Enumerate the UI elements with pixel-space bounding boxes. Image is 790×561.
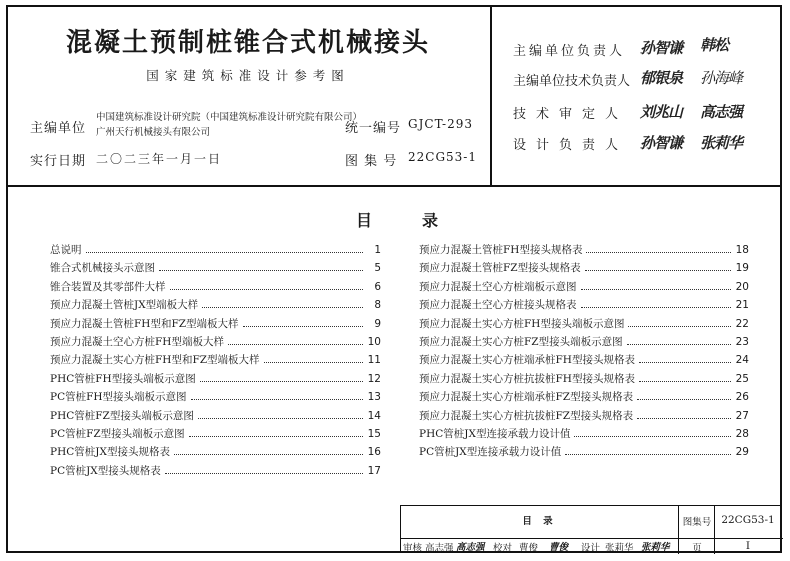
toc-entry[interactable]: 预应力混凝土实心方桩抗拔桩FH型接头规格表 25 [419,372,749,385]
toc-entry[interactable]: PHC管桩FZ型接头端板示意图 14 [50,409,381,422]
toc-entry[interactable]: 预应力混凝土实心方桩FH型和FZ型端板大样 11 [50,354,381,367]
resp-role-4: 设计负责人 [513,138,629,153]
review-label: 审核 [403,543,423,554]
date-label: 实行日期 [30,154,87,169]
toc-entry[interactable]: 预应力混凝土实心方桩FZ型接头端板示意图 23 [419,335,749,348]
atlas-no-value: 22CG53-1 [408,150,477,164]
unified-no-label: 统一编号 [345,121,402,136]
toc-entry[interactable]: PC管桩FZ型接头端板示意图 15 [50,427,381,440]
resp-signature-4b: 张莉华 [700,134,743,152]
title-block-title: 目 录 [522,516,557,527]
resp-role-3: 技术审定人 [513,107,629,122]
toc-right-column [419,242,749,463]
resp-signature-3a: 刘兆山 [640,103,683,121]
toc-entry[interactable]: 预应力混凝土实心方桩FH型接头端板示意图 22 [419,317,749,330]
toc-entry[interactable]: 预应力混凝土实心方桩端承桩FZ型接头规格表 26 [419,391,749,404]
review-name: 高志强 [425,543,454,554]
title-block-col-divider [678,506,679,554]
design-signature: 张莉华 [641,542,670,553]
toc-entry[interactable]: PHC管桩JX型接头规格表 16 [50,446,381,459]
toc-entry[interactable]: 预应力混凝土空心方桩FH型端板大样 10 [50,335,381,348]
toc-entry[interactable]: 预应力混凝土管桩FH型和FZ型端板大样 9 [50,317,381,330]
toc-entry[interactable]: 总说明 1 [50,244,381,256]
editor-label: 主编单位 [30,121,87,136]
toc-entry[interactable]: PHC管桩FH型接头端板示意图 12 [50,372,381,385]
resp-signature-1b: 韩松 [700,36,729,54]
toc-entry[interactable]: 预应力混凝土管桩JX型端板大样 8 [50,299,381,312]
toc-entry[interactable]: 预应力混凝土管桩FZ型接头规格表 19 [419,262,749,275]
title-block [400,505,782,553]
toc-entry[interactable]: 预应力混凝土实心方桩端承桩FH型接头规格表 24 [419,354,749,367]
title-block-atlas-label: 图集号 [682,517,712,528]
title-block-page-label: 页 [692,543,702,554]
header-vertical-divider [490,5,492,186]
date-value: 二〇二三年一月一日 [96,152,223,166]
header-divider [6,185,782,187]
resp-signature-1a: 孙智谦 [640,39,683,57]
title-block-page-no: I [745,540,751,552]
atlas-no-label: 图 集 号 [345,154,398,169]
toc-entry[interactable]: PHC管桩JX型连接承载力设计值 28 [419,427,749,440]
design-label: 设计 [581,543,601,554]
document-subtitle: 国家建筑标准设计参考图 [146,68,350,83]
toc-entry[interactable]: 预应力混凝土管桩FH型接头规格表 18 [419,244,749,256]
resp-role-2: 主编单位技术负责人 [513,74,631,89]
toc-left-column [50,242,381,481]
review-signature: 高志强 [456,542,485,553]
design-name: 张莉华 [605,543,634,554]
toc-entry[interactable]: PC管桩JX型连接承载力设计值 29 [419,446,749,459]
unified-no-value: GJCT-293 [408,117,473,131]
resp-signature-2a: 郁银泉 [640,69,683,87]
toc-entry[interactable]: 预应力混凝土空心方桩接头规格表 21 [419,299,749,312]
resp-signature-4a: 孙智谦 [640,134,683,152]
toc-entry[interactable]: 预应力混凝土空心方桩端板示意图 20 [419,280,749,293]
resp-signature-3b: 高志强 [700,103,743,121]
editor-org-2: 广州天行机械接头有限公司 [96,127,211,138]
resp-role-1: 主编单位负责人 [513,44,626,59]
toc-heading-right: 录 [422,211,439,230]
title-block-atlas-no: 22CG53-1 [721,514,775,526]
toc-heading-left: 目 [356,211,373,230]
resp-signature-2b: 孙海峰 [700,69,743,87]
toc-entry[interactable]: 锥合装置及其零部件大样 6 [50,280,381,293]
check-signature: 曹俊 [549,542,569,553]
document-title: 混凝土预制桩锥合式机械接头 [65,28,430,58]
toc-entry[interactable]: PC管桩JX型接头规格表 17 [50,464,381,477]
toc-entry[interactable]: PC管桩FH型接头端板示意图 13 [50,391,381,404]
check-label: 校对 [493,543,513,554]
check-name: 曹俊 [519,543,539,554]
toc-entry[interactable]: 预应力混凝土实心方桩抗拔桩FZ型接头规格表 27 [419,409,749,422]
toc-entry[interactable]: 锥合式机械接头示意图 5 [50,262,381,275]
editor-org-1: 中国建筑标准设计研究院（中国建筑标准设计研究院有限公司） [96,112,363,123]
